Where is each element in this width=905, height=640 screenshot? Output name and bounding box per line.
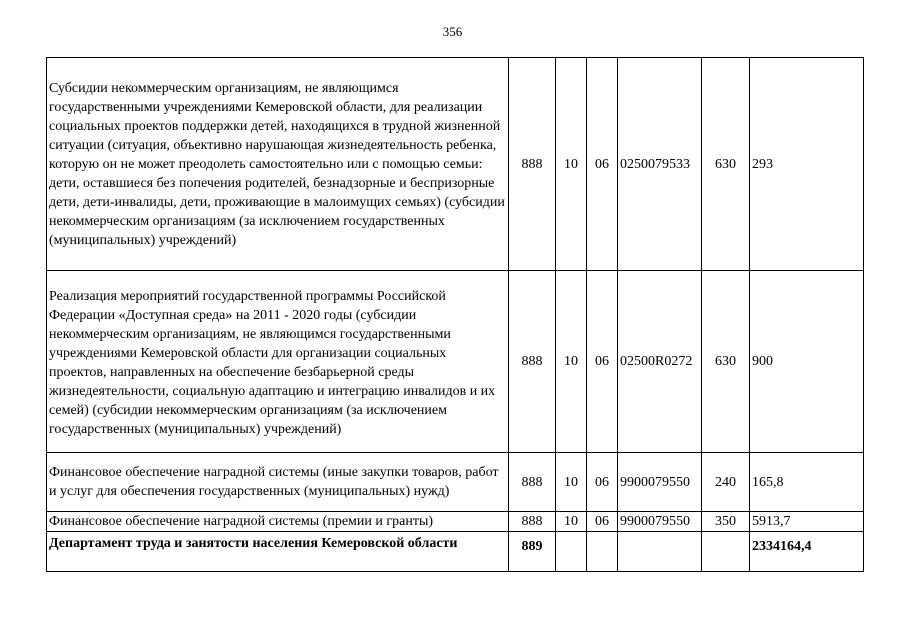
expense-type-cell [702,532,750,572]
sum-cell: 900 [750,271,864,453]
expense-type-cell: 630 [702,271,750,453]
ministry-code-cell: 888 [509,58,556,271]
subsection-cell [587,532,618,572]
ministry-code-cell: 889 [509,532,556,572]
subsection-cell: 06 [587,512,618,532]
section-cell: 10 [556,453,587,512]
subsection-cell: 06 [587,453,618,512]
target-article-cell: 9900079550 [618,453,702,512]
ministry-code-cell: 888 [509,453,556,512]
sum-cell: 2334164,4 [750,532,864,572]
row-name-cell: Департамент труда и занятости населения Кемеровской области [47,532,509,572]
section-cell [556,532,587,572]
ministry-code-cell: 888 [509,271,556,453]
table-row [47,271,864,453]
section-cell: 10 [556,58,587,271]
sum-cell: 293 [750,58,864,271]
subsection-cell: 06 [587,58,618,271]
budget-table [46,57,864,572]
page-number: 356 [442,24,463,39]
sum-cell: 165,8 [750,453,864,512]
subsection-cell: 06 [587,271,618,453]
target-article-cell [618,532,702,572]
row-name-cell: Реализация мероприятий государственной программы Российской Федерации «Доступная среда» на 2011 - 2020 годы (субсидии некоммерческим организациям, не являющимся государственными учреждениями Кемеровской области для организации социальных проектов, направленных на обеспечение безбарьерной среды жизнедеятельности, социальную адаптацию и интеграцию инвалидов и их семей) (субсидии некоммерческим организациям (за исключением государственных (муниципальных) учреждений) [47,271,509,453]
target-article-cell: 0250079533 [618,58,702,271]
sum-cell: 5913,7 [750,512,864,532]
row-name-cell: Финансовое обеспечение наградной системы (иные закупки товаров, работ и услуг для обеспечения государственных (муниципальных) нужд) [47,453,509,512]
ministry-code-cell: 888 [509,512,556,532]
table-row-department-total [47,532,864,572]
expense-type-cell: 350 [702,512,750,532]
row-name-cell: Субсидии некоммерческим организациям, не являющимся государственными учреждениями Кемеровской области, для реализации социальных проектов поддержки детей, находящихся в трудной жизненной ситуации (ситуация, объективно нарушающая жизнедеятельность ребенка, которую он не может преодолеть самостоятельно или с помощью семьи: дети, оставшиеся без попечения родителей, безнадзорные и беспризорные дети, дети-инвалиды, дети, проживающие в малоимущих семьях) (субсидии некоммерческим организациям (за исключением государственных (муниципальных) учреждений) [47,58,509,271]
target-article-cell: 9900079550 [618,512,702,532]
section-cell: 10 [556,271,587,453]
table-row [47,453,864,512]
row-name-cell: Финансовое обеспечение наградной системы (премии и гранты) [47,512,509,532]
expense-type-cell: 240 [702,453,750,512]
section-cell: 10 [556,512,587,532]
table-row [47,512,864,532]
table-row [47,58,864,271]
target-article-cell: 02500R0272 [618,271,702,453]
expense-type-cell: 630 [702,58,750,271]
